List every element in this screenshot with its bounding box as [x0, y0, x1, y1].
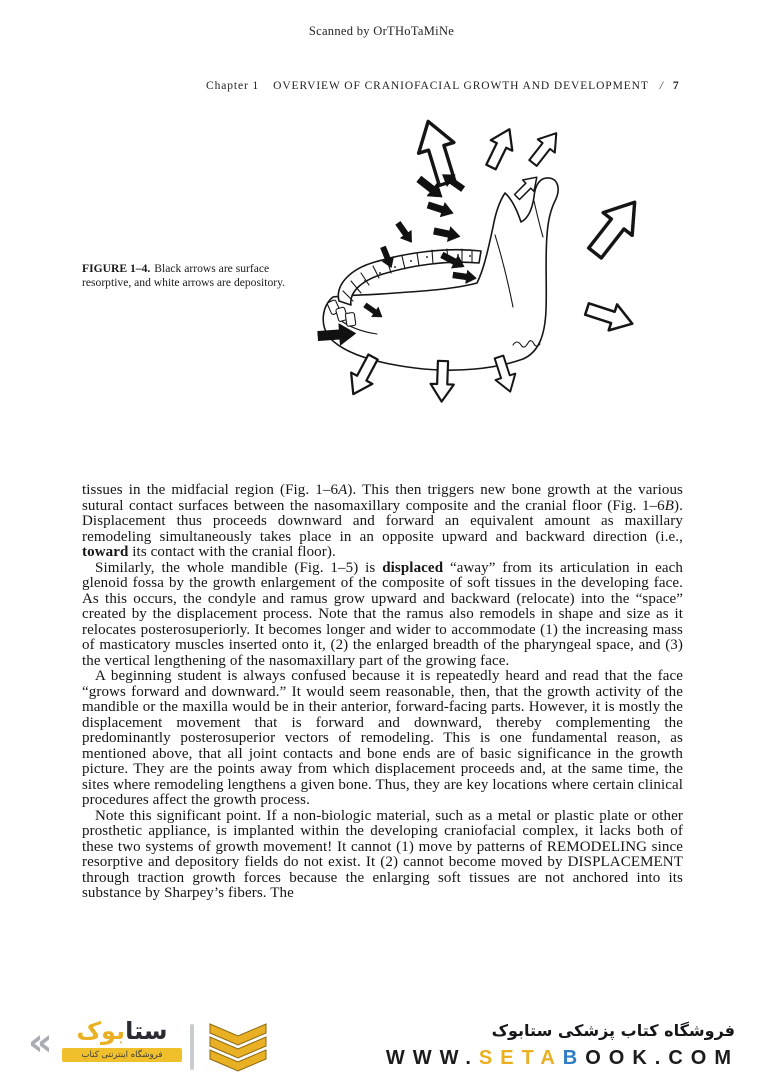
- brand-tagline: فروشگاه اینترنتی کتاب: [62, 1048, 182, 1062]
- paragraph: Note this significant point. If a non-biologic material, such as a metal or plastic plate or other prosthetic appliance, is implanted within the developing craniofacial complex, it lacks both of these two systems of growth movement! It cannot (1) move by patterns of REMODELING since resorptive and depository fields do not exist. It (2) cannot become moved by DISPLACEMENT through traction growth forces because the enlarging soft tissues are not anchored into its substance by Sharpey’s fibers. The: [82, 807, 683, 901]
- footer-divider: [190, 1024, 194, 1070]
- scan-credit: Scanned by OrTHoTaMiNe: [308, 24, 455, 38]
- website-url-segment: B: [562, 1047, 586, 1069]
- incisor-tooth: [345, 312, 356, 326]
- figure-caption: [82, 262, 313, 291]
- chapter-label: Chapter 1: [206, 80, 260, 92]
- gold-chevron-logo-icon: [206, 1023, 270, 1073]
- page-number: 7: [672, 80, 680, 92]
- figure-1-4: [295, 105, 670, 415]
- chapter-header: [206, 80, 680, 92]
- figure-1-4-illustration: [295, 105, 670, 410]
- store-name-persian: فروشگاه کتاب پزشکی ستابوک: [491, 1021, 735, 1040]
- website-url-segment: OOK.COM: [585, 1047, 739, 1069]
- header-separator: /: [659, 80, 664, 92]
- website-url-segment: SETA: [478, 1047, 563, 1069]
- website-url: [386, 1047, 739, 1070]
- setabook-logo: [62, 1018, 182, 1062]
- figure-label: FIGURE 1–4.: [82, 262, 151, 275]
- figure-caption-text: Black arrows are surface resorptive, and white arrows are depository.: [82, 262, 286, 290]
- paragraph: tissues in the midfacial region (Fig. 1–6A). This then triggers new bone growth at the various sutural contact surfaces between the nasomaxillary composite and the cranial floor (Fig. 1–6B). Displacement thus proceeds downward and forward an equivalent amount as maxillary remodeling simultaneously takes place in an opposite upward and backward direction (i.e., toward its contact with the cranial floor).: [82, 482, 683, 560]
- double-chevron-icon: «: [28, 1020, 53, 1064]
- brand-word-part: بوک: [76, 1017, 126, 1045]
- website-url-segment: WWW.: [385, 1047, 479, 1069]
- brand-wordmark: [62, 1018, 182, 1046]
- body-text: [82, 483, 683, 902]
- paragraph: Similarly, the whole mandible (Fig. 1–5) is displaced “away” from its articulation in each glenoid fossa by the growth enlargement of the composite of soft tissues in the developing face. As this occurs, the condyle and ramus grow upward and backward (relocate) into the “space” created by the displacement process. Note that the ramus also remodels in shape and size as it relocates posterosuperiorly. It becomes longer and wider to accommodate (1) the increasing mass of masticatory muscles inserted onto it, (2) the enlarged breadth of the pharyngeal space, and (3) the vertical lengthening of the nasomaxillary part of the growing face.: [82, 559, 683, 669]
- watermark-footer: [0, 1017, 763, 1079]
- brand-word-part: ستا: [125, 1017, 168, 1045]
- chapter-title: OVERVIEW OF CRANIOFACIAL GROWTH AND DEVELOPMENT: [273, 80, 649, 92]
- paragraph: A beginning student is always confused because it is repeatedly heard and read that the face “grows forward and downward.” It would seem reasonable, then, that the growth activity of the mandible or the maxilla would be in their anterior, forward-facing parts. However, it is mostly the displacement movement that is forward and downward, thereby complementing the predominantly posterosuperior vectors of remodeling. This is one fundamental reason, as mentioned above, that all joint contacts and bone ends are of basic significance in the growth picture. They are the points away from which displacement proceeds and, at the same time, the sites where remodeling lengthens a given bone. Thus, they are key locations where certain clinical procedures affect the growth process.: [82, 668, 683, 808]
